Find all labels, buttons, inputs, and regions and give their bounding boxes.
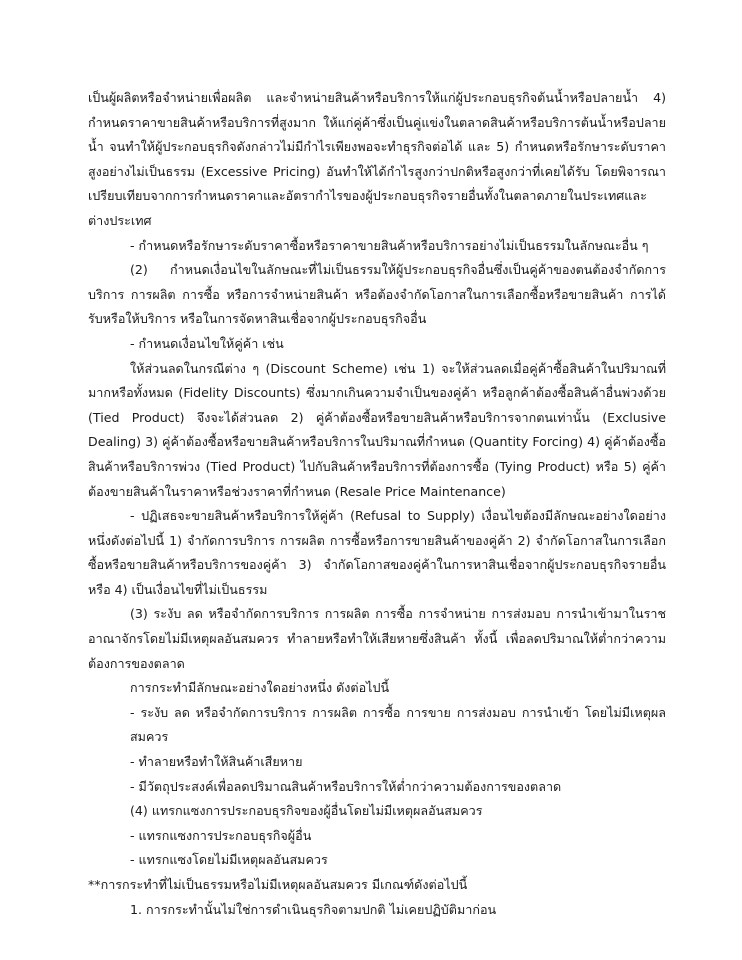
paragraph-bullet-conditions-for-partners: - กำหนดเงื่อนไขให้คู่ค้า เช่น (130, 335, 284, 351)
paragraph-criteria-heading: **การกระทำที่ไม่เป็นธรรมหรือไม่มีเหตุผลอันสมควร มีเกณฑ์ดังต่อไปนี้ (88, 877, 468, 892)
paragraph-discount-scheme: ให้ส่วนลดในกรณีต่าง ๆ (Discount Scheme) เช่น 1) จะให้ส่วนลดเมื่อคู่ค้าซื้อสินค้าในปริมาณที่มากหรือทั้งหมด (Fidelity Discounts) ซึ่งมากเกินความจำเป็นของคู่ค้า หรือลูกค้าต้องซื้อสินค้าอื่นพ่วงด้วย (Tied Product) จึงจะได้ส่วนลด 2) คู่ค้าต้องซื้อหรือขายสินค้าหรือบริการจากตนเท่านั้น (Exclusive Dealing) 3) คู่ค้าต้องซื้อหรือขายสินค้าหรือบริการในปริมาณที่กำหนด (Quantity Forcing) 4) คู่ค้าต้องซื้อสินค้าหรือบริการพ่วง (Tied Product) ไปกับสินค้าหรือบริการที่ต้องการซื้อ (Tying Product) หรือ 5) คู่ค้าต้องขายสินค้าในราคาหรือช่วงราคาที่กำหนด (Resale Price Maintenance) (88, 360, 666, 499)
paragraph-conduct-characteristics: การกระทำมีลักษณะอย่างใดอย่างหนึ่ง ดังต่อไปนี้ (130, 680, 390, 696)
paragraph-bullet-reduce-quantity: - มีวัตถุประสงค์เพื่อลดปริมาณสินค้าหรือบริการให้ต่ำกว่าความต้องการของตลาด (130, 778, 562, 794)
paragraph-item-2-unfair-conditions: (2) กำหนดเงื่อนไขในลักษณะที่ไม่เป็นธรรมให้ผู้ประกอบธุรกิจอื่นซึ่งเป็นคู่ค้าของตนต้องจำกัดการบริการ การผลิต การซื้อ หรือการจำหน่ายสินค้า หรือต้องจำกัดโอกาสในการเลือกซื้อหรือขายสินค้า การได้รับหรือให้บริการ หรือในการจัดหาสินเชื่อจากผู้ประกอบธุรกิจอื่น (88, 262, 666, 327)
paragraph-refusal-to-supply: - ปฏิเสธจะขายสินค้าหรือบริการให้คู่ค้า (Refusal to Supply) เงื่อนไขต้องมีลักษณะอย่างใดอย่างหนึ่งดังต่อไปนี้ 1) จำกัดการบริการ การผลิต การซื้อหรือการขายสินค้าของคู่ค้า 2) จำกัดโอกาสในการเลือกซื้อหรือขายสินค้าหรือบริการของคู่ค้า 3) จำกัดโอกาสของคู่ค้าในการหาสินเชื่อจากผู้ประกอบธุรกิจรายอื่น หรือ 4) เป็นเงื่อนไขที่ไม่เป็นธรรม (88, 508, 666, 597)
paragraph-bullet-interfere-business: - แทรกแซงการประกอบธุรกิจผู้อื่น (130, 827, 312, 843)
paragraph-bullet-unfair-pricing: - กำหนดหรือรักษาระดับราคาซื้อหรือราคาขายสินค้าหรือบริการอย่างไม่เป็นธรรมในลักษณะอื่น ๆ (130, 237, 649, 253)
paragraph-item-3-restrict-supply: (3) ระงับ ลด หรือจำกัดการบริการ การผลิต การซื้อ การจำหน่าย การส่งมอบ การนำเข้ามาในราชอาณาจักรโดยไม่มีเหตุผลอันสมควร ทำลายหรือทำให้เสียหายซึ่งสินค้า ทั้งนี้ เพื่อลดปริมาณให้ต่ำกว่าความต้องการของตลาด (88, 606, 666, 671)
document-body (88, 86, 666, 922)
paragraph-pricing-continuation: เป็นผู้ผลิตหรือจำหน่ายเพื่อผลิต และจำหน่ายสินค้าหรือบริการให้แก่ผู้ประกอบธุรกิจต้นน้ำหรือปลายน้ำ 4) กำหนดราคาขายสินค้าหรือบริการที่สูงมาก ให้แก่คู่ค้าซึ่งเป็นคู่แข่งในตลาดสินค้าหรือบริการต้นน้ำหรือปลายน้ำ จนทำให้ผู้ประกอบธุรกิจดังกล่าวไม่มีกำไรเพียงพอจะทำธุรกิจต่อได้ และ 5) กำหนดหรือรักษาระดับราคาสูงอย่างไม่เป็นธรรม (Excessive Pricing) อันทำให้ได้กำไรสูงกว่าปกติหรือสูงกว่าที่เคยได้รับ โดยพิจารณาเปรียบเทียบจากการกำหนดราคาและอัตรากำไรของผู้ประกอบธุรกิจรายอื่นทั้งในตลาดภายในประเทศและต่างประเทศ (88, 90, 666, 228)
paragraph-item-4-interference: (4) แทรกแซงการประกอบธุรกิจของผู้อื่นโดยไม่มีเหตุผลอันสมควร (130, 803, 483, 819)
paragraph-bullet-destroy-goods: - ทำลายหรือทำให้สินค้าเสียหาย (130, 754, 303, 770)
paragraph-bullet-suspend-reduce: - ระงับ ลด หรือจำกัดการบริการ การผลิต การซื้อ การขาย การส่งมอบ การนำเข้า โดยไม่มีเหตุผลสมควร (130, 704, 666, 745)
paragraph-bullet-interfere-unreasonably: - แทรกแซงโดยไม่มีเหตุผลอันสมควร (130, 852, 328, 868)
paragraph-criteria-1: 1. การกระทำนั้นไม่ใช่การดำเนินธุรกิจตามปกติ ไม่เคยปฏิบัติมาก่อน (130, 901, 497, 917)
